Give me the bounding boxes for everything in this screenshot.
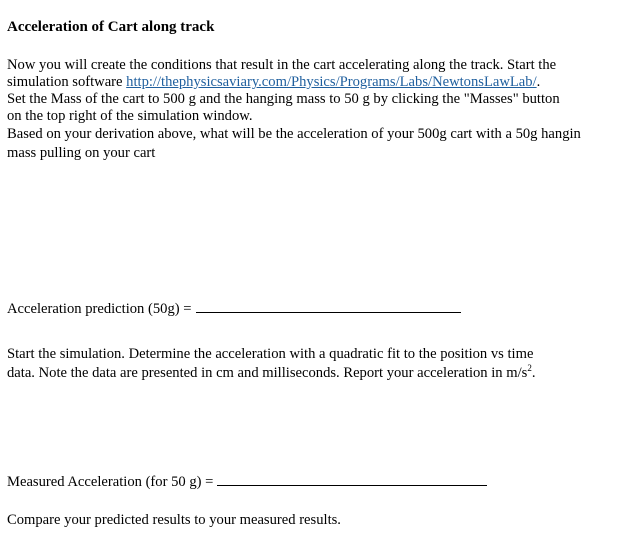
intro-line-2-suffix: .: [536, 74, 541, 90]
prediction-answer-blank[interactable]: [196, 311, 461, 313]
simulation-line-2-suffix: .: [531, 365, 536, 381]
measured-answer-blank[interactable]: [217, 484, 487, 486]
simulation-line-1: Start the simulation. Determine the acceleration with a quadratic fit to the position vs time: [7, 346, 534, 362]
exponent: 2: [527, 363, 532, 374]
simulation-line-2: [7, 364, 536, 382]
measured-row: [7, 473, 487, 491]
intro-line-3: Set the Mass of the cart to 500 g and the hanging mass to 50 g by clicking the "Masses" button: [7, 91, 560, 107]
simulation-link[interactable]: http://thephysicsaviary.com/Physics/Programs/Labs/NewtonsLawLab/: [126, 74, 537, 90]
intro-line-1: Now you will create the conditions that result in the cart accelerating along the track. Start the: [7, 57, 557, 73]
intro-line-4: on the top right of the simulation window.: [7, 108, 253, 124]
simulation-line-2-text: data. Note the data are presented in cm and milliseconds. Report your acceleration in m/s: [7, 365, 528, 381]
compare-line: Compare your predicted results to your measured results.: [7, 512, 341, 528]
intro-line-2: [7, 73, 540, 91]
intro-line-5: Based on your derivation above, what will be the acceleration of your 500g cart with a 50g hangin: [7, 126, 581, 142]
measured-label: Measured Acceleration (for 50 g) =: [7, 474, 214, 490]
section-title: Acceleration of Cart along track: [7, 19, 215, 35]
prediction-row: [7, 300, 461, 318]
intro-line-6: mass pulling on your cart: [7, 145, 156, 161]
intro-line-2-prefix: simulation software: [7, 74, 127, 90]
prediction-label: Acceleration prediction (50g) =: [7, 301, 192, 317]
